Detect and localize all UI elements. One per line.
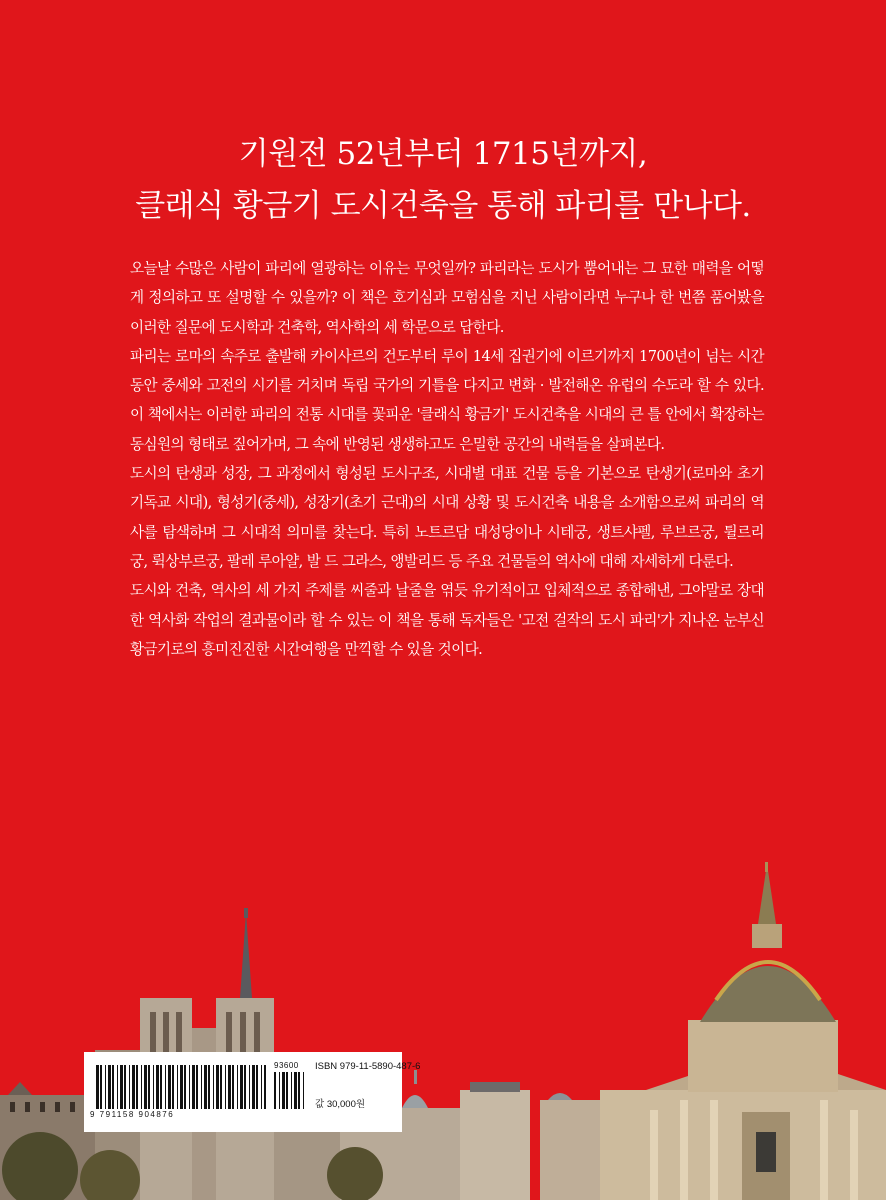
barcode-bar [264,1065,266,1109]
barcode-bar [148,1065,150,1109]
barcode-bar [220,1065,222,1109]
isbn-barcode [96,1065,266,1109]
barcode-bar [160,1065,162,1109]
barcode-bar [136,1065,138,1109]
barcode-bar [189,1065,190,1109]
barcode-bar [225,1065,226,1109]
barcode-bar [208,1065,210,1109]
barcode-bar [120,1065,123,1109]
barcode-bar [228,1065,231,1109]
barcode-bar [117,1065,118,1109]
barcode-bar [286,1072,288,1109]
barcode-bar [96,1065,99,1109]
description-paragraph-2: 파리는 로마의 속주로 출발해 카이사르의 건도부터 루이 14세 집권기에 이르기까지 1700년이 넘는 시간 동안 중세와 고전의 시기를 거치며 독립 국가의 기틀을 다지고 변화 · 발전해온 유럽의 수도라 할 수 있다. 이 책에서는 이러한 파리의 전통 시대를 꽃피운 '클래식 황금기' 도시건축을 시대의 큰 틀 안에서 확장하는 동심원의 형태로 짚어가며, 그 속에 반영된 생생하고도 은밀한 공간의 내력들을 살펴본다. [130,347,764,453]
barcode-bar [294,1072,297,1109]
barcode-label [84,1052,421,1132]
barcode-bar [303,1072,304,1109]
isbn-number: ISBN 979-11-5890-487-6 [315,1061,421,1072]
price-addon-barcode [274,1072,306,1109]
barcode-bar [213,1065,214,1109]
barcode-bar [298,1072,300,1109]
headline [0,128,886,232]
barcode-bar [291,1072,292,1109]
paris-skyline-illustration [0,850,886,1200]
barcode-bar [282,1072,285,1109]
barcode-bar [100,1065,102,1109]
barcode-bar [201,1065,202,1109]
barcode-bar [172,1065,174,1109]
barcode-bar [165,1065,166,1109]
headline-line-1: 기원전 52년부터 1715년까지, [238,136,648,172]
barcode-bar [252,1065,255,1109]
barcode-bar [204,1065,207,1109]
les-invalides-dome [600,862,886,1200]
description-paragraph-4: 도시와 건축, 역사의 세 가지 주제를 씨줄과 날줄을 엮듯 유기적이고 입체적으로 종합해낸, 그야말로 장대한 역사화 작업의 결과물이라 할 수 있는 이 책을 통해 독자들은 '고전 걸작의 도시 파리'가 지나온 눈부신 황금기로의 흥미진진한 시간여행을 만끽할 수 있을 것이다. [130,582,764,658]
description-paragraph-3: 도시의 탄생과 성장, 그 과정에서 형성된 도시구조, 시대별 대표 건물 등을 기본으로 탄생기(로마와 초기 기독교 시대), 형성기(중세), 성장기(초기 근대)의 시대 상황 및 도시건축 내용을 소개함으로써 파리의 역사를 탐색하며 그 시대적 의미를 찾는다. 특히 노트르담 대성당이나 시테궁, 생트샤펠, 루브르궁, 튈르리궁, 뤽상부르궁, 팔레 루아얄, 발 드 그라스, 앵발리드 등 주요 건물들의 역사에 대해 자세하게 다룬다. [130,465,764,570]
barcode-bar [240,1065,243,1109]
barcode-bar [105,1065,106,1109]
barcode-bar [144,1065,147,1109]
barcode-bar [232,1065,234,1109]
barcode-bar [168,1065,171,1109]
barcode-bar [180,1065,183,1109]
barcode-bar [184,1065,186,1109]
barcode-bar [156,1065,159,1109]
barcode-bar [108,1065,111,1109]
barcode-bar [192,1065,195,1109]
barcode-bar [141,1065,142,1109]
barcode-bar [132,1065,135,1109]
barcode-bar [279,1072,280,1109]
book-description [130,254,764,664]
addon-code: 93600 [274,1061,299,1070]
barcode-bar [177,1065,178,1109]
barcode-bar [153,1065,154,1109]
description-paragraph-1: 오늘날 수많은 사람이 파리에 열광하는 이유는 무엇일까? 파리라는 도시가 뿜어내는 그 묘한 매력을 어떻게 정의하고 또 설명할 수 있을까? 이 책은 호기심과 모험심을 지닌 사람이라면 누구나 한 번쯤 품어봤을 이러한 질문에 도시학과 건축학, 역사학의 세 학문으로 답한다. [130,260,764,336]
barcode-bar [261,1065,262,1109]
barcode-bar [244,1065,246,1109]
barcode-bar [124,1065,126,1109]
headline-line-2: 클래식 황금기 도시건축을 통해 파리를 만나다. [135,188,751,224]
price-label: 값 30,000원 [315,1099,366,1110]
barcode-bar [237,1065,238,1109]
barcode-bar [196,1065,198,1109]
barcode-bar [274,1072,276,1109]
barcode-bar [249,1065,250,1109]
barcode-bar [256,1065,258,1109]
barcode-bar [112,1065,114,1109]
barcode-digits: 9 791158 904876 [90,1110,175,1119]
barcode-bar [129,1065,130,1109]
barcode-bar [216,1065,219,1109]
